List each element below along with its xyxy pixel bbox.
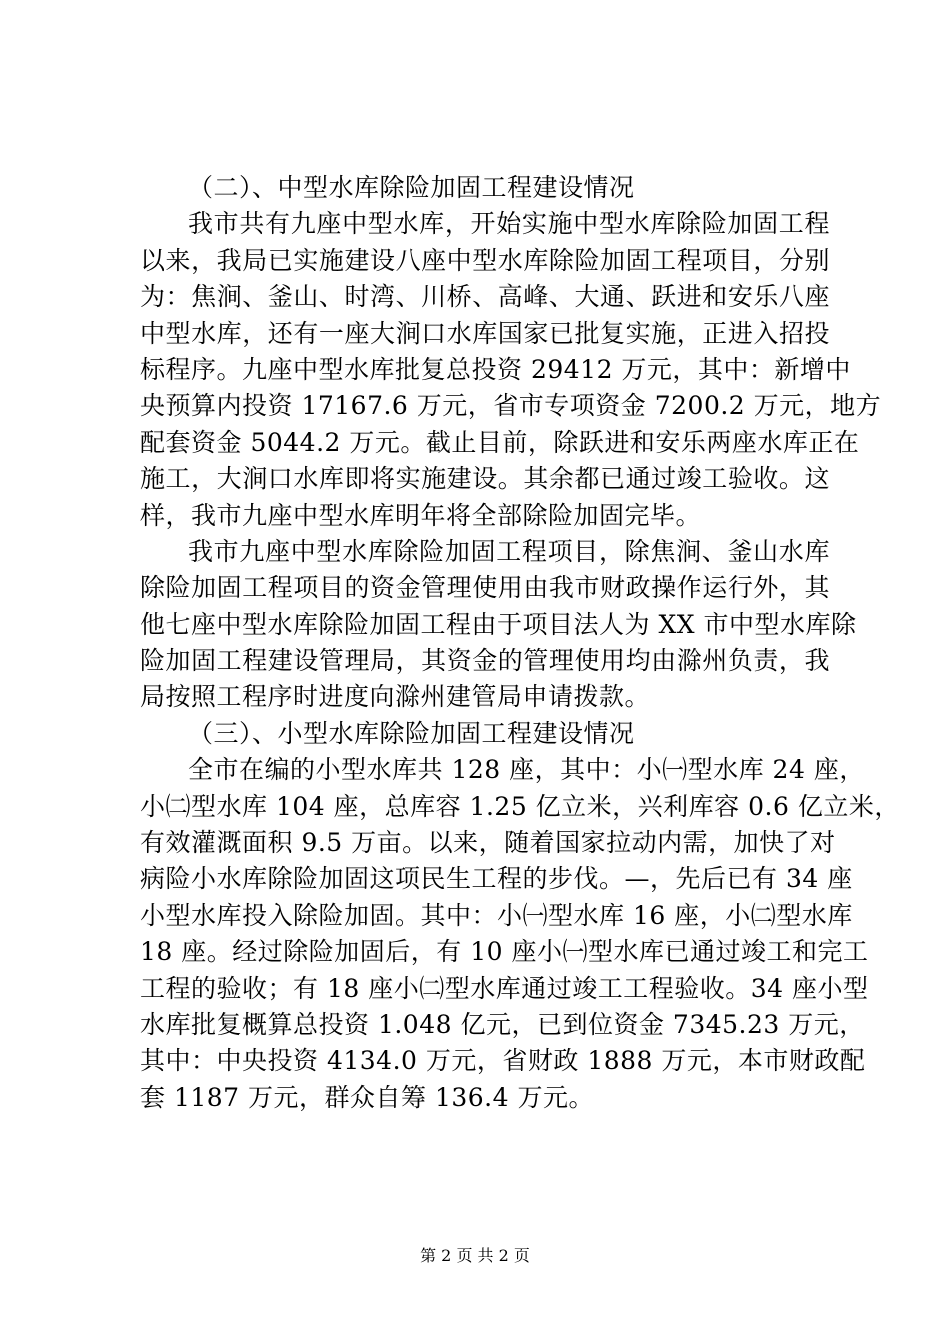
paragraph-line: 为：焦涧、釜山、时湾、川桥、高峰、大通、跃进和安乐八座 <box>140 282 830 312</box>
paragraph-line: 小㈡型水库 104 座，总库容 1.25 亿立米，兴利库容 0.6 亿立米， <box>140 791 900 821</box>
paragraph-line: 以来，我局已实施建设八座中型水库除险加固工程项目，分别 <box>140 245 830 275</box>
paragraph-line: 套 1187 万元，群众自筹 136.4 万元。 <box>140 1082 594 1112</box>
paragraph-line: 病险小水库除险加固这项民生工程的步伐。—，先后已有 34 座 <box>140 864 853 894</box>
paragraph-line: 其中：中央投资 4134.0 万元，省财政 1888 万元，本市财政配 <box>140 1046 866 1076</box>
paragraph-line: 险加固工程建设管理局，其资金的管理使用均由滁州负责，我 <box>140 646 830 676</box>
paragraph-line: 样，我市九座中型水库明年将全部除险加固完毕。 <box>140 500 702 530</box>
paragraph-line: 工程的验收；有 18 座小㈡型水库通过竣工工程验收。34 座小型 <box>140 973 869 1003</box>
section-heading-medium-reservoirs: （二）、中型水库除险加固工程建设情况 <box>188 173 635 202</box>
paragraph-line: 局按照工程序时进度向滁州建管局申请拨款。 <box>140 682 651 712</box>
paragraph-line: 中型水库，还有一座大涧口水库国家已批复实施，正进入招投 <box>140 318 830 348</box>
paragraph-line: 我市九座中型水库除险加固工程项目，除焦涧、釜山水库 <box>188 536 830 566</box>
paragraph-line: 18 座。经过除险加固后，有 10 座小㈠型水库已通过竣工和完工 <box>140 937 869 967</box>
paragraph-line: 标程序。九座中型水库批复总投资 29412 万元，其中：新增中 <box>140 354 851 384</box>
paragraph-line: 他七座中型水库除险加固工程由于项目法人为 XX 市中型水库除 <box>140 609 857 639</box>
paragraph-line: 除险加固工程项目的资金管理使用由我市财政操作运行外，其 <box>140 573 830 603</box>
document-body <box>140 170 900 1116</box>
paragraph-line: 我市共有九座中型水库，开始实施中型水库除险加固工程 <box>188 209 830 239</box>
page-number-footer: 第 2 页 共 2 页 <box>420 1246 530 1265</box>
paragraph-line: 央预算内投资 17167.6 万元，省市专项资金 7200.2 万元，地方 <box>140 391 882 421</box>
section-heading-small-reservoirs: （三）、小型水库除险加固工程建设情况 <box>188 718 635 748</box>
paragraph-line: 小型水库投入除险加固。其中：小㈠型水库 16 座，小㈡型水库 <box>140 900 853 930</box>
paragraph-line: 全市在编的小型水库共 128 座，其中：小㈠型水库 24 座， <box>188 755 865 785</box>
paragraph-line: 水库批复概算总投资 1.048 亿元，已到位资金 7345.23 万元， <box>140 1009 865 1039</box>
paragraph-line: 配套资金 5044.2 万元。截止目前，除跃进和安乐两座水库正在 <box>140 427 860 457</box>
paragraph-line: 有效灌溉面积 9.5 万亩。以来，随着国家拉动内需，加快了对 <box>140 828 836 858</box>
paragraph-line: 施工，大涧口水库即将实施建设。其余都已通过竣工验收。这 <box>140 464 830 494</box>
